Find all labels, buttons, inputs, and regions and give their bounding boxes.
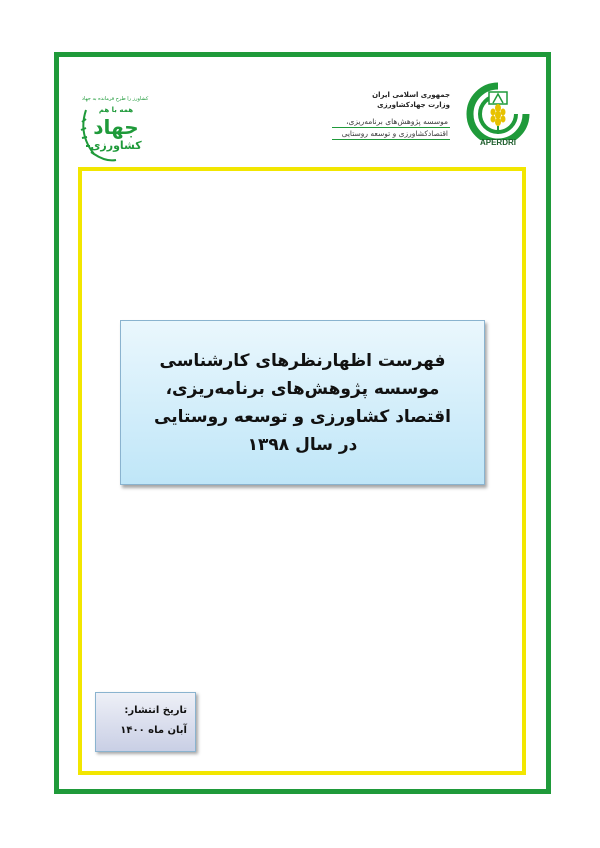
institute-line-2: اقتصادکشاورزی و توسعه روستایی	[332, 128, 450, 140]
institute-name	[332, 116, 450, 140]
institute-line-1: موسسه پژوهش‌های برنامه‌ریزی،	[332, 116, 450, 128]
ministry-header	[372, 90, 450, 110]
aperdri-logo	[465, 82, 531, 152]
country-name: جمهوری اسلامی ایران	[372, 91, 450, 99]
jahad-keshavarzi-logo	[76, 92, 154, 164]
title-line-1: فهرست اظهارنظرهای کارشناسی	[159, 350, 446, 371]
ministry-name: وزارت جهادکشاورزی	[377, 101, 450, 109]
publication-date-box	[95, 692, 196, 752]
logo-slogan: همه با هم	[98, 106, 134, 114]
publication-label: تاریخ انتشار:	[124, 705, 187, 716]
publication-date: آبان ماه ۱۴۰۰	[120, 725, 187, 736]
title-line-3: اقتصاد کشاورزی و توسعه روستایی	[154, 406, 451, 427]
title-line-4: در سال ۱۳۹۸	[247, 434, 358, 455]
logo-tiny-text: کشاورز را طرح فرمانده به جهاد	[81, 96, 149, 102]
aperdri-caption: APERDRI	[479, 138, 516, 147]
title-line-2: موسسه پژوهش‌های برنامه‌ریزی،	[165, 378, 440, 399]
logo-main-text: جهاد	[93, 115, 139, 139]
wheat-emblem-icon	[465, 82, 531, 140]
logo-sub-text: کشاورزی	[90, 139, 142, 152]
report-title-box	[120, 320, 485, 485]
